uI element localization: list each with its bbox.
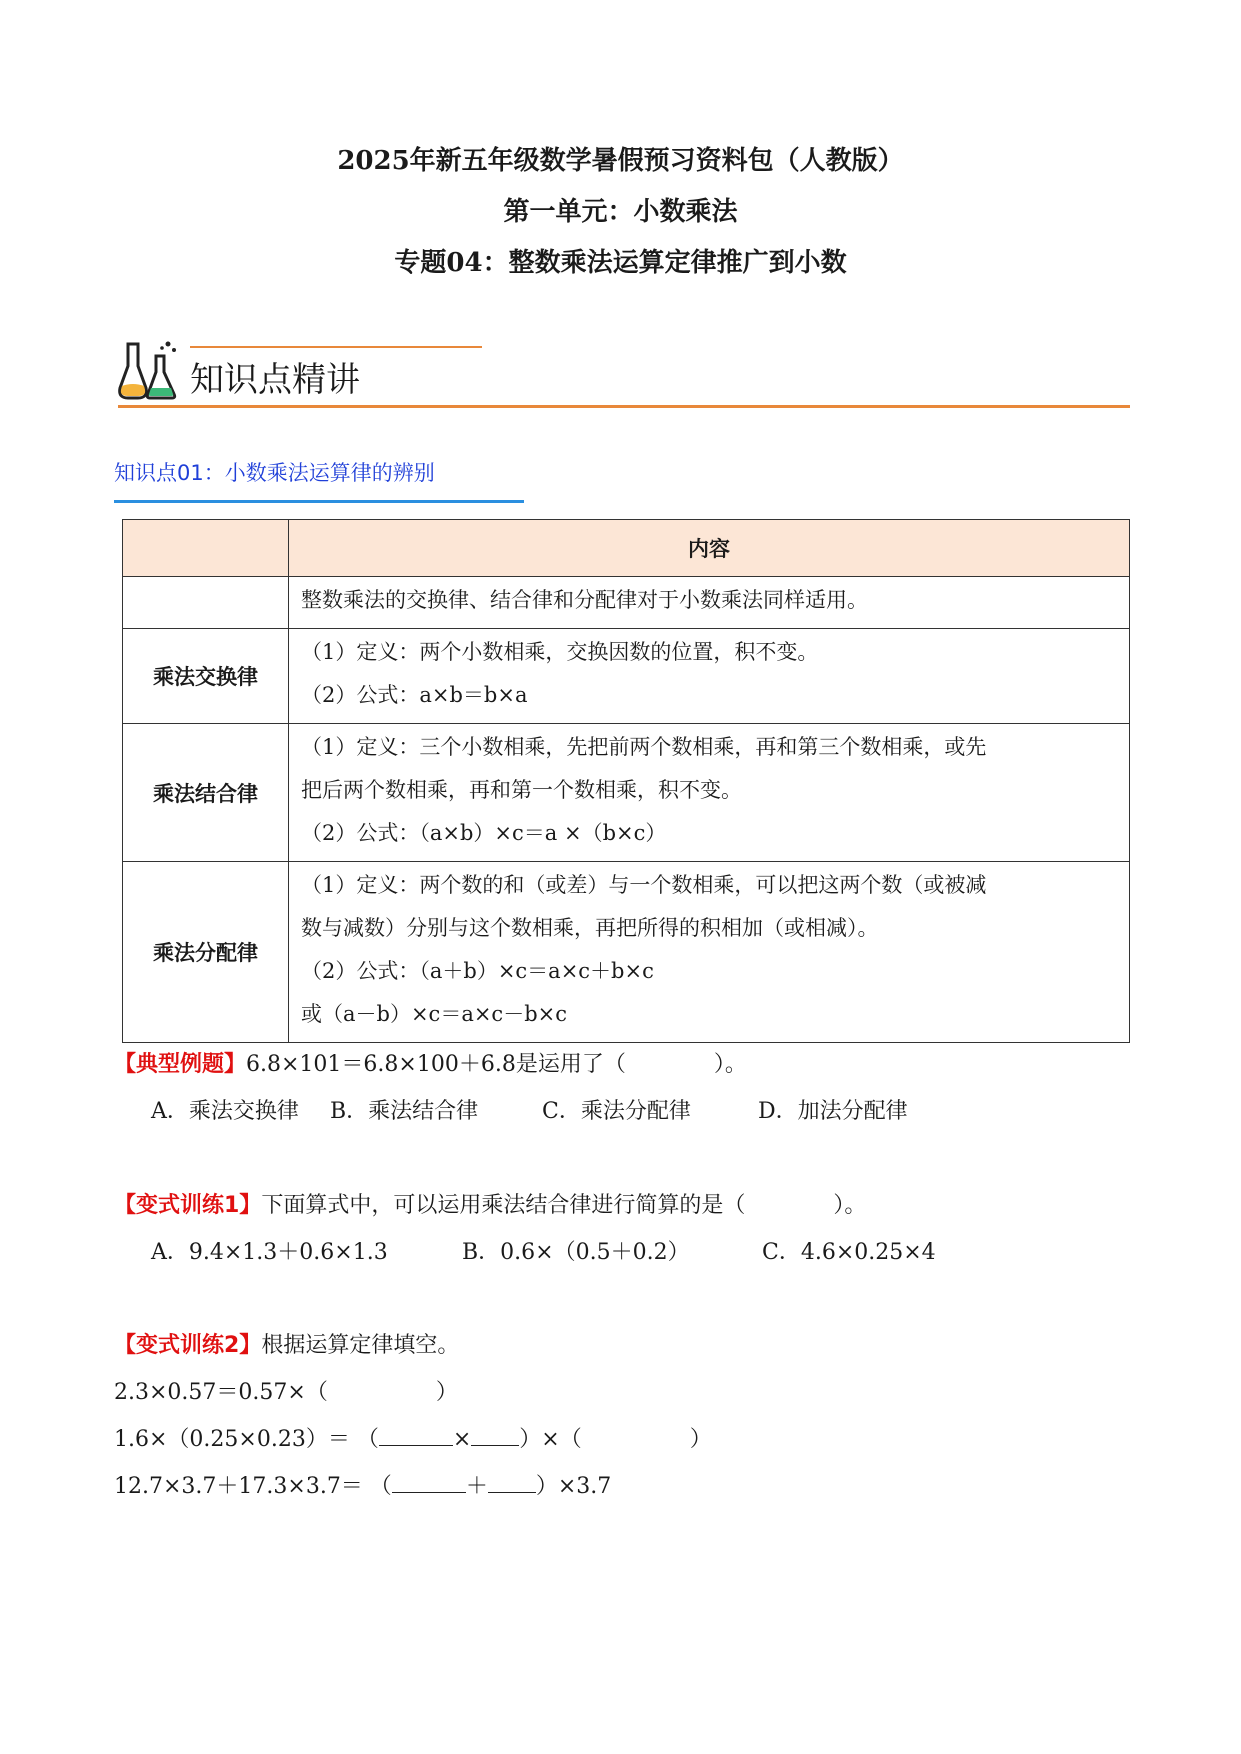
fill-text: 1.6×（0.25×0.23）＝ （ [114,1427,379,1452]
laws-table [122,519,1130,1043]
table-row-associative [123,724,1130,862]
knowledge-point-underline [114,500,524,503]
fill-text: × [452,1427,472,1452]
law-line: （2）公式：a×b＝b×a [301,683,528,707]
example-tag: 【典型例题】 [114,1052,247,1077]
knowledge-point-title: 知识点01：小数乘法运算律的辨别 [114,461,435,485]
answer-blank[interactable] [471,1423,519,1446]
variant1-option-c: C．4.6×0.25×4 [762,1240,936,1265]
example-option-b: B．乘法结合律 [330,1099,479,1124]
example-option-c: C．乘法分配律 [542,1099,691,1124]
header-cell-empty [123,520,289,577]
intro-text: 整数乘法的交换律、结合律和分配律对于小数乘法同样适用。 [289,577,1130,629]
law-name: 乘法分配律 [123,862,289,1043]
table-header-row [123,520,1130,577]
variant1-text: 下面算式中，可以运用乘法结合律进行简算的是（ ）。 [261,1193,867,1218]
law-line: 把后两个数相乘，再和第一个数相乘，积不变。 [301,778,742,802]
law-line: （2）公式：（a＋b）×c＝a×c＋b×c [301,959,654,983]
law-content [289,724,1130,862]
variant2-tag: 【变式训练2】 [114,1333,262,1358]
variant2-question [114,1328,459,1359]
law-line: （1）定义：两个数的和（或差）与一个数相乘，可以把这两个数（或被减 [301,873,987,897]
lab-flask-icon [118,338,180,404]
fill-text: 2.3×0.57＝0.57×（ [114,1380,328,1405]
law-name: 乘法结合律 [123,724,289,862]
fill-line-1 [114,1375,458,1406]
intro-name-cell [123,577,289,629]
topic-title: 专题04：整数乘法运算定律推广到小数 [394,248,847,278]
law-content [289,862,1130,1043]
answer-blank[interactable] [392,1470,466,1493]
fill-text: ） [435,1380,458,1405]
banner-top-rule [190,346,482,348]
fill-text: ） [689,1427,712,1452]
answer-blank[interactable] [379,1423,453,1446]
banner-underline [118,405,1130,408]
unit-title: 第一单元：小数乘法 [503,197,738,227]
law-line: 数与减数）分别与这个数相乘，再把所得的积相加（或相减）。 [301,916,879,940]
variant1-tag: 【变式训练1】 [114,1193,262,1218]
banner-label: 知识点精讲 [190,360,360,400]
header-cell-content: 内容 [289,520,1130,577]
example-question [114,1047,747,1078]
table-row-intro [123,577,1130,629]
fill-text: ＋ [465,1474,488,1499]
answer-blank[interactable] [488,1470,536,1493]
fill-line-3 [114,1469,611,1500]
example-text: 6.8×101＝6.8×100＋6.8是运用了（ ）。 [246,1052,747,1077]
fill-text: ）×3.7 [535,1474,612,1499]
law-line: （1）定义：三个小数相乘，先把前两个数相乘，再和第三个数相乘，或先 [301,735,987,759]
doc-title: 2025年新五年级数学暑假预习资料包（人教版） [337,146,904,176]
law-line: 或（a－b）×c＝a×c－b×c [301,1002,567,1026]
fill-text: 12.7×3.7＋17.3×3.7＝ （ [114,1474,392,1499]
law-line: （1）定义：两个小数相乘，交换因数的位置，积不变。 [301,640,819,664]
fill-text: ）×（ [519,1427,582,1452]
variant1-option-a: A．9.4×1.3＋0.6×1.3 [151,1240,388,1265]
fill-line-2 [114,1422,712,1453]
law-content [289,629,1130,724]
table-row-distributive [123,862,1130,1043]
law-name: 乘法交换律 [123,629,289,724]
table-row-commutative [123,629,1130,724]
example-option-a: A．乘法交换律 [151,1099,299,1124]
section-banner [118,338,1130,408]
law-line: （2）公式：（a×b）×c＝a ×（b×c） [301,821,667,845]
example-option-d: D．加法分配律 [758,1099,908,1124]
variant1-option-b: B．0.6×（0.5＋0.2） [462,1240,690,1265]
variant1-question [114,1188,866,1219]
variant2-text: 根据运算定律填空。 [261,1333,460,1358]
